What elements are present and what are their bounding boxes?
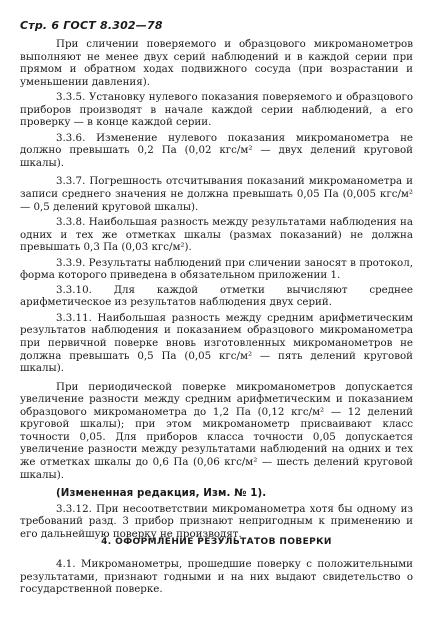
page-header: Стр. 6 ГОСТ 8.302—78 bbox=[20, 19, 163, 32]
section-4-body bbox=[20, 558, 413, 596]
paragraph-3-3-9: 3.3.9. Результаты наблюдений при сличении заносят в протокол, форма которого приведена в обязательном приложении 1. bbox=[20, 256, 413, 282]
paragraph-3-3-8: 3.3.8. Наибольшая разность между результатами наблюдения на одних и тех же отметках шкалы (размах показаний) не должна превышать 0,3 Па (0,03 кгс/м²). bbox=[20, 216, 413, 254]
paragraph-3-3-7: 3.3.7. Погрешность отсчитывания показаний микроманометра и записи среднего значения не должна превышать 0,05 Па (0,005 кгс/м² — 0,5 делений круговой шкалы). bbox=[20, 175, 413, 213]
paragraph-intro: При сличении поверяемого и образцового микроманометров выполняют не менее двух серий наблюдений и в каждой серии при прямом и обратном ходах подвижного сосуда (при возрастании и уменьшении давления). bbox=[20, 38, 413, 88]
paragraph-3-3-6: 3.3.6. Изменение нулевого показания микроманометра не должно превышать 0,2 Па (0,02 кгс/м² — двух делений круговой шкалы). bbox=[20, 131, 413, 169]
document-body bbox=[20, 38, 413, 540]
paragraph-3-3-12: 3.3.12. При несоответствии микроманометра хотя бы одному из требований разд. 3 прибор признают непригодным к применению и его дальнейшую поверку не производят. bbox=[20, 502, 413, 540]
paragraph-4-1: 4.1. Микроманометры, прошедшие поверку с положительными результатами, признают годными и на них выдают свидетельство о государственной поверке. bbox=[20, 558, 413, 596]
paragraph-3-3-11: 3.3.11. Наибольшая разность между средним арифметическим результатов наблюдения и показанием образцового микроманометра при первичной поверке вновь изготовленных микроманометров не должна превышать 0,5 Па (0,05 кгс/м² — пять делений круговой шкалы). bbox=[20, 311, 413, 375]
section-4-title: 4. ОФОРМЛЕНИЕ РЕЗУЛЬТАТОВ ПОВЕРКИ bbox=[101, 537, 332, 547]
paragraph-periodic-check: При периодической поверке микроманометров допускается увеличение разности между средним арифметическим и показанием образцового микроманометра до 1,2 Па (0,12 кгс/м² — 12 делений круговой шкалы); при этом микроманометр присваивают класс точности 0,05. Для приборов класса точности 0,05 допускается увеличение разности между результатами наблюдений на одних и тех же отметках шкалы до 0,6 Па (0,06 кгс/м² — шесть делений круговой шкалы). bbox=[20, 380, 413, 481]
paragraph-3-3-10: 3.3.10. Для каждой отметки вычисляют среднее арифметическое из результатов наблюдения двух серий. bbox=[20, 283, 413, 309]
amendment-note: (Измененная редакция, Изм. № 1). bbox=[56, 487, 267, 500]
paragraph-3-3-5: 3.3.5. Установку нулевого показания поверяемого и образцового приборов производят в начале каждой серии наблюдений, а его проверку — в конце каждой серии. bbox=[20, 91, 413, 129]
